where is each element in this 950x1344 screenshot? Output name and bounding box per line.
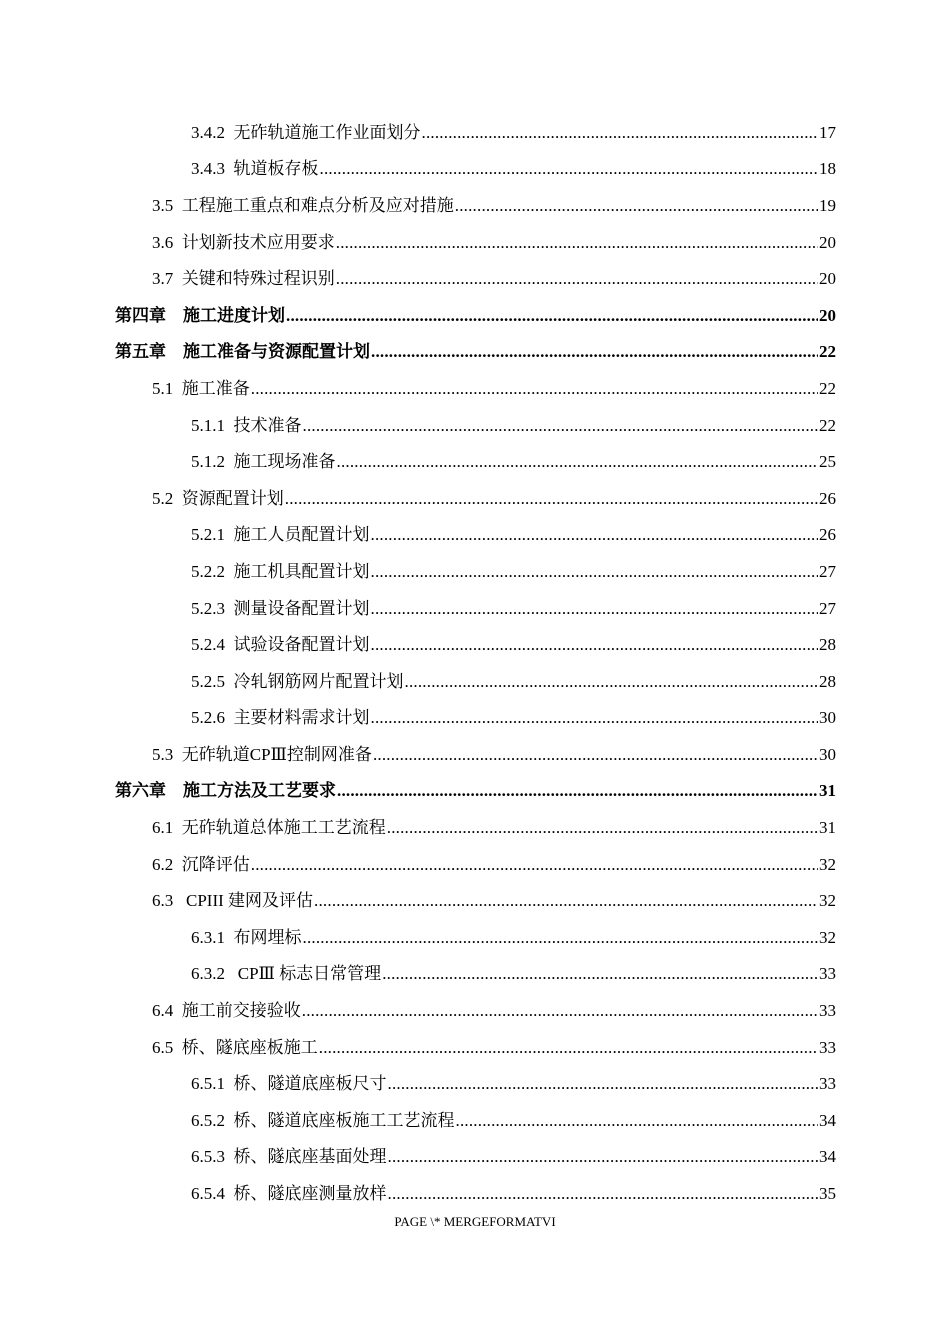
toc-dot-leader bbox=[388, 1147, 819, 1167]
toc-entry-line bbox=[191, 630, 950, 655]
toc-entry-title: 桥、隧底座测量放样 bbox=[233, 1184, 387, 1204]
toc-entry-page-number: 27 bbox=[819, 561, 836, 581]
toc-entry-title: 沉降评估 bbox=[181, 854, 250, 874]
toc-entry-title: 施工机具配置计划 bbox=[233, 561, 370, 581]
toc-entry-title: CPⅢ 标志日常管理 bbox=[233, 964, 382, 984]
toc-entry-page-number: 28 bbox=[819, 671, 836, 691]
toc-entry-number: 6.3 bbox=[152, 891, 174, 911]
toc-entry-spacer bbox=[173, 818, 182, 838]
toc-entry-page-number: 35 bbox=[819, 1184, 836, 1204]
toc-entry-line bbox=[152, 850, 950, 875]
toc-entry-page-number: 33 bbox=[819, 1037, 836, 1057]
toc-entry-line bbox=[152, 191, 950, 216]
toc-entry-title: 无砟轨道施工作业面划分 bbox=[233, 122, 421, 142]
toc-entry[interactable] bbox=[0, 368, 950, 405]
toc-dot-leader bbox=[336, 269, 818, 289]
toc-entry-line bbox=[191, 520, 950, 545]
toc-entry-number: 5.2.2 bbox=[191, 561, 225, 581]
toc-entry-page-number: 26 bbox=[819, 488, 836, 508]
toc-entry[interactable] bbox=[0, 405, 950, 442]
toc-entry-spacer bbox=[225, 452, 234, 472]
toc-entry-line bbox=[152, 1033, 950, 1058]
toc-entry-spacer bbox=[173, 379, 182, 399]
toc-entry-line bbox=[191, 703, 950, 728]
toc-entry-spacer bbox=[225, 1111, 234, 1131]
toc-entry[interactable] bbox=[0, 112, 950, 149]
toc-entry[interactable] bbox=[0, 149, 950, 186]
toc-entry-page-number: 30 bbox=[819, 708, 836, 728]
toc-entry-line bbox=[191, 594, 950, 619]
toc-entry-title: 施工准备与资源配置计划 bbox=[183, 342, 370, 362]
toc-entry-number: 5.3 bbox=[152, 744, 174, 764]
toc-entry-title: CPIII 建网及评估 bbox=[181, 891, 314, 911]
toc-entry[interactable] bbox=[0, 441, 950, 478]
toc-entry-number: 5.2.3 bbox=[191, 598, 225, 618]
toc-entry-title: 计划新技术应用要求 bbox=[181, 232, 335, 252]
toc-entry[interactable] bbox=[0, 551, 950, 588]
toc-dot-leader bbox=[388, 1184, 819, 1204]
toc-dot-leader bbox=[371, 708, 819, 728]
toc-dot-leader bbox=[337, 452, 819, 472]
toc-entry-title: 技术准备 bbox=[233, 415, 302, 435]
toc-entry-spacer bbox=[225, 159, 234, 179]
toc-entry-number: 6.3.1 bbox=[191, 927, 225, 947]
toc-dot-leader bbox=[456, 1111, 819, 1131]
page-footer: PAGE \* MERGEFORMATVI bbox=[394, 1214, 556, 1229]
toc-entry-number: 5.2.4 bbox=[191, 635, 225, 655]
toc-entry[interactable] bbox=[0, 185, 950, 222]
toc-entry-page-number: 33 bbox=[819, 1001, 836, 1021]
toc-entry-title: 主要材料需求计划 bbox=[233, 708, 370, 728]
toc-entry-page-number: 26 bbox=[819, 525, 836, 545]
toc-entry-number: 3.4.2 bbox=[191, 122, 225, 142]
toc-entry-line bbox=[191, 1106, 950, 1131]
toc-entry-spacer bbox=[173, 855, 182, 875]
toc-entry-title: 施工前交接验收 bbox=[181, 1001, 301, 1021]
toc-dot-leader bbox=[337, 781, 818, 801]
toc-entry-spacer bbox=[173, 489, 182, 509]
toc-entry-line bbox=[152, 886, 950, 911]
toc-dot-leader bbox=[303, 416, 819, 436]
toc-entry-number: 5.2 bbox=[152, 488, 174, 508]
toc-entry[interactable] bbox=[0, 258, 950, 295]
toc-entry-page-number: 33 bbox=[819, 964, 836, 984]
toc-dot-leader bbox=[371, 525, 819, 545]
toc-entry-page-number: 22 bbox=[819, 342, 836, 362]
toc-chapter-entry[interactable] bbox=[0, 295, 950, 332]
toc-entry-spacer bbox=[225, 562, 234, 582]
toc-entry-title: 桥、隧底座基面处理 bbox=[233, 1147, 387, 1167]
toc-entry-title: 施工进度计划 bbox=[183, 305, 285, 325]
toc-entry[interactable] bbox=[0, 917, 950, 954]
toc-entry-page-number: 34 bbox=[819, 1147, 836, 1167]
toc-entry-line bbox=[191, 1069, 950, 1094]
toc-entry-number: 5.2.1 bbox=[191, 525, 225, 545]
toc-entry-title: 资源配置计划 bbox=[181, 488, 284, 508]
toc-dot-leader bbox=[371, 562, 819, 582]
toc-dot-leader bbox=[405, 672, 819, 692]
toc-entry[interactable] bbox=[0, 624, 950, 661]
toc-entry-spacer bbox=[173, 1001, 182, 1021]
toc-entry-spacer bbox=[225, 708, 234, 728]
toc-entry-title: 工程施工重点和难点分析及应对措施 bbox=[181, 195, 454, 215]
toc-entry-title: 桥、隧道底座板尺寸 bbox=[233, 1074, 387, 1094]
toc-entry-title: 无砟轨道总体施工工艺流程 bbox=[181, 818, 386, 838]
toc-entry-spacer bbox=[225, 416, 234, 436]
toc-entry-number: 第五章 bbox=[115, 342, 166, 362]
toc-dot-leader bbox=[319, 1038, 818, 1058]
toc-entry-number: 第四章 bbox=[115, 305, 166, 325]
toc-entry-page-number: 32 bbox=[819, 927, 836, 947]
toc-dot-leader bbox=[303, 928, 819, 948]
toc-entry[interactable] bbox=[0, 807, 950, 844]
toc-entry-number: 5.2.6 bbox=[191, 708, 225, 728]
toc-entry-number: 6.5.3 bbox=[191, 1147, 225, 1167]
toc-entry[interactable] bbox=[0, 844, 950, 881]
toc-entry-page-number: 17 bbox=[819, 122, 836, 142]
toc-entry-spacer bbox=[225, 123, 234, 143]
toc-entry-spacer bbox=[166, 342, 183, 362]
toc-entry-line bbox=[191, 923, 950, 948]
toc-entry-spacer bbox=[166, 306, 183, 326]
toc-entry-title: 测量设备配置计划 bbox=[233, 598, 370, 618]
toc-entry-title: 施工现场准备 bbox=[233, 452, 336, 472]
toc-entry-page-number: 19 bbox=[819, 195, 836, 215]
toc-entry-line bbox=[191, 118, 950, 143]
toc-dot-leader bbox=[455, 196, 818, 216]
toc-dot-leader bbox=[422, 123, 819, 143]
toc-dot-leader bbox=[371, 599, 819, 619]
toc-entry-title: 布网埋标 bbox=[233, 927, 302, 947]
toc-entry-line bbox=[152, 740, 950, 765]
toc-entry-number: 5.2.5 bbox=[191, 671, 225, 691]
toc-entry-line bbox=[191, 411, 950, 436]
toc-entry-number: 3.4.3 bbox=[191, 159, 225, 179]
toc-chapter-entry[interactable] bbox=[0, 771, 950, 808]
toc-entry-title: 冷轧钢筋网片配置计划 bbox=[233, 671, 404, 691]
toc-entry-spacer bbox=[173, 233, 182, 253]
toc-entry-number: 6.5.1 bbox=[191, 1074, 225, 1094]
toc-entry-spacer bbox=[173, 269, 182, 289]
toc-entry[interactable] bbox=[0, 661, 950, 698]
toc-dot-leader bbox=[320, 159, 819, 179]
toc-entry-spacer bbox=[225, 635, 234, 655]
toc-entry-number: 6.3.2 bbox=[191, 964, 225, 984]
toc-entry-page-number: 31 bbox=[819, 781, 836, 801]
toc-entry[interactable] bbox=[0, 734, 950, 771]
toc-entry-line bbox=[191, 959, 950, 984]
toc-dot-leader bbox=[302, 1001, 818, 1021]
toc-entry-page-number: 20 bbox=[819, 232, 836, 252]
toc-entry[interactable] bbox=[0, 954, 950, 991]
toc-entry-line bbox=[191, 667, 950, 692]
toc-dot-leader bbox=[314, 891, 818, 911]
toc-entry-line bbox=[191, 557, 950, 582]
toc-entry-number: 5.1 bbox=[152, 378, 174, 398]
toc-entry-number: 3.6 bbox=[152, 232, 174, 252]
toc-entry-line bbox=[152, 264, 950, 289]
toc-entry-page-number: 20 bbox=[819, 305, 836, 325]
toc-entry[interactable] bbox=[0, 1100, 950, 1137]
toc-entry-title: 无砟轨道CPⅢ控制网准备 bbox=[181, 744, 372, 764]
toc-entry-line bbox=[115, 301, 950, 326]
toc-entry-spacer bbox=[225, 672, 234, 692]
toc-dot-leader bbox=[286, 306, 818, 326]
toc-entry-line bbox=[152, 484, 950, 509]
toc-entry-spacer bbox=[225, 1184, 234, 1204]
toc-entry-line bbox=[152, 996, 950, 1021]
toc-entry[interactable] bbox=[0, 1063, 950, 1100]
toc-entry-title: 桥、隧底座板施工 bbox=[181, 1037, 318, 1057]
toc-entry-spacer bbox=[225, 964, 234, 984]
toc-entry-page-number: 22 bbox=[819, 415, 836, 435]
toc-entry-title: 施工方法及工艺要求 bbox=[183, 781, 336, 801]
toc-entry-spacer bbox=[225, 525, 234, 545]
toc-dot-leader bbox=[371, 342, 818, 362]
toc-dot-leader bbox=[373, 745, 818, 765]
toc-dot-leader bbox=[251, 855, 818, 875]
toc-entry[interactable] bbox=[0, 515, 950, 552]
toc-entry[interactable] bbox=[0, 1027, 950, 1064]
toc-entry[interactable] bbox=[0, 478, 950, 515]
toc-dot-leader bbox=[336, 233, 818, 253]
toc-dot-leader bbox=[251, 379, 818, 399]
toc-dot-leader bbox=[371, 635, 819, 655]
toc-entry-spacer bbox=[225, 1074, 234, 1094]
toc-entry-title: 关键和特殊过程识别 bbox=[181, 269, 335, 289]
toc-entry-spacer bbox=[173, 196, 182, 216]
toc-entry-line bbox=[152, 228, 950, 253]
toc-entry-spacer bbox=[173, 1038, 182, 1058]
toc-entry-title: 轨道板存板 bbox=[233, 159, 319, 179]
toc-dot-leader bbox=[388, 1074, 819, 1094]
toc-entry-number: 6.5 bbox=[152, 1037, 174, 1057]
toc-entry-spacer bbox=[173, 891, 182, 911]
toc-entry-number: 3.5 bbox=[152, 195, 174, 215]
toc-entry-page-number: 18 bbox=[819, 159, 836, 179]
toc-entry-line bbox=[191, 1179, 950, 1204]
toc-entry-line bbox=[152, 813, 950, 838]
toc-dot-leader bbox=[285, 489, 818, 509]
toc-entry-spacer bbox=[225, 599, 234, 619]
toc-entry-title: 试验设备配置计划 bbox=[233, 635, 370, 655]
toc-chapter-entry[interactable] bbox=[0, 332, 950, 369]
toc-entry-page-number: 22 bbox=[819, 378, 836, 398]
toc-entry[interactable] bbox=[0, 588, 950, 625]
toc-entry-line bbox=[191, 154, 950, 179]
toc-entry-page-number: 20 bbox=[819, 269, 836, 289]
toc-entry-number: 5.1.2 bbox=[191, 452, 225, 472]
toc-entry-line bbox=[115, 776, 950, 801]
toc-entry-spacer bbox=[173, 745, 182, 765]
toc-entry-page-number: 28 bbox=[819, 635, 836, 655]
toc-entry-spacer bbox=[225, 928, 234, 948]
toc-dot-leader bbox=[382, 964, 818, 984]
toc-entry-line bbox=[191, 447, 950, 472]
toc-entry-page-number: 25 bbox=[819, 452, 836, 472]
toc-entry-title: 施工人员配置计划 bbox=[233, 525, 370, 545]
toc-entry-number: 6.2 bbox=[152, 854, 174, 874]
toc-entry-number: 6.5.4 bbox=[191, 1184, 225, 1204]
toc-entry[interactable] bbox=[0, 880, 950, 917]
toc-entry-number: 6.1 bbox=[152, 818, 174, 838]
toc-entry-line bbox=[152, 374, 950, 399]
toc-entry-page-number: 32 bbox=[819, 891, 836, 911]
toc-entry-page-number: 27 bbox=[819, 598, 836, 618]
toc-entry-number: 6.4 bbox=[152, 1001, 174, 1021]
toc-entry-page-number: 31 bbox=[819, 818, 836, 838]
toc-entry-page-number: 34 bbox=[819, 1110, 836, 1130]
toc-entry-number: 3.7 bbox=[152, 269, 174, 289]
toc-entry-spacer bbox=[166, 781, 183, 801]
toc-entry[interactable] bbox=[0, 698, 950, 735]
toc-entry-page-number: 30 bbox=[819, 744, 836, 764]
toc-dot-leader bbox=[387, 818, 818, 838]
toc-entry-title: 施工准备 bbox=[181, 378, 250, 398]
toc-entry-title: 桥、隧道底座板施工工艺流程 bbox=[233, 1110, 455, 1130]
toc-entry-line bbox=[115, 337, 950, 362]
toc-entry-number: 第六章 bbox=[115, 781, 166, 801]
toc-entry-line bbox=[191, 1142, 950, 1167]
toc-entry-page-number: 32 bbox=[819, 854, 836, 874]
toc-entry-number: 6.5.2 bbox=[191, 1110, 225, 1130]
toc-entry[interactable] bbox=[0, 990, 950, 1027]
toc-entry[interactable] bbox=[0, 222, 950, 259]
table-of-contents bbox=[0, 112, 950, 1210]
toc-entry-page-number: 33 bbox=[819, 1074, 836, 1094]
toc-entry[interactable] bbox=[0, 1137, 950, 1174]
toc-entry-spacer bbox=[225, 1147, 234, 1167]
toc-entry-number: 5.1.1 bbox=[191, 415, 225, 435]
toc-entry[interactable] bbox=[0, 1173, 950, 1210]
